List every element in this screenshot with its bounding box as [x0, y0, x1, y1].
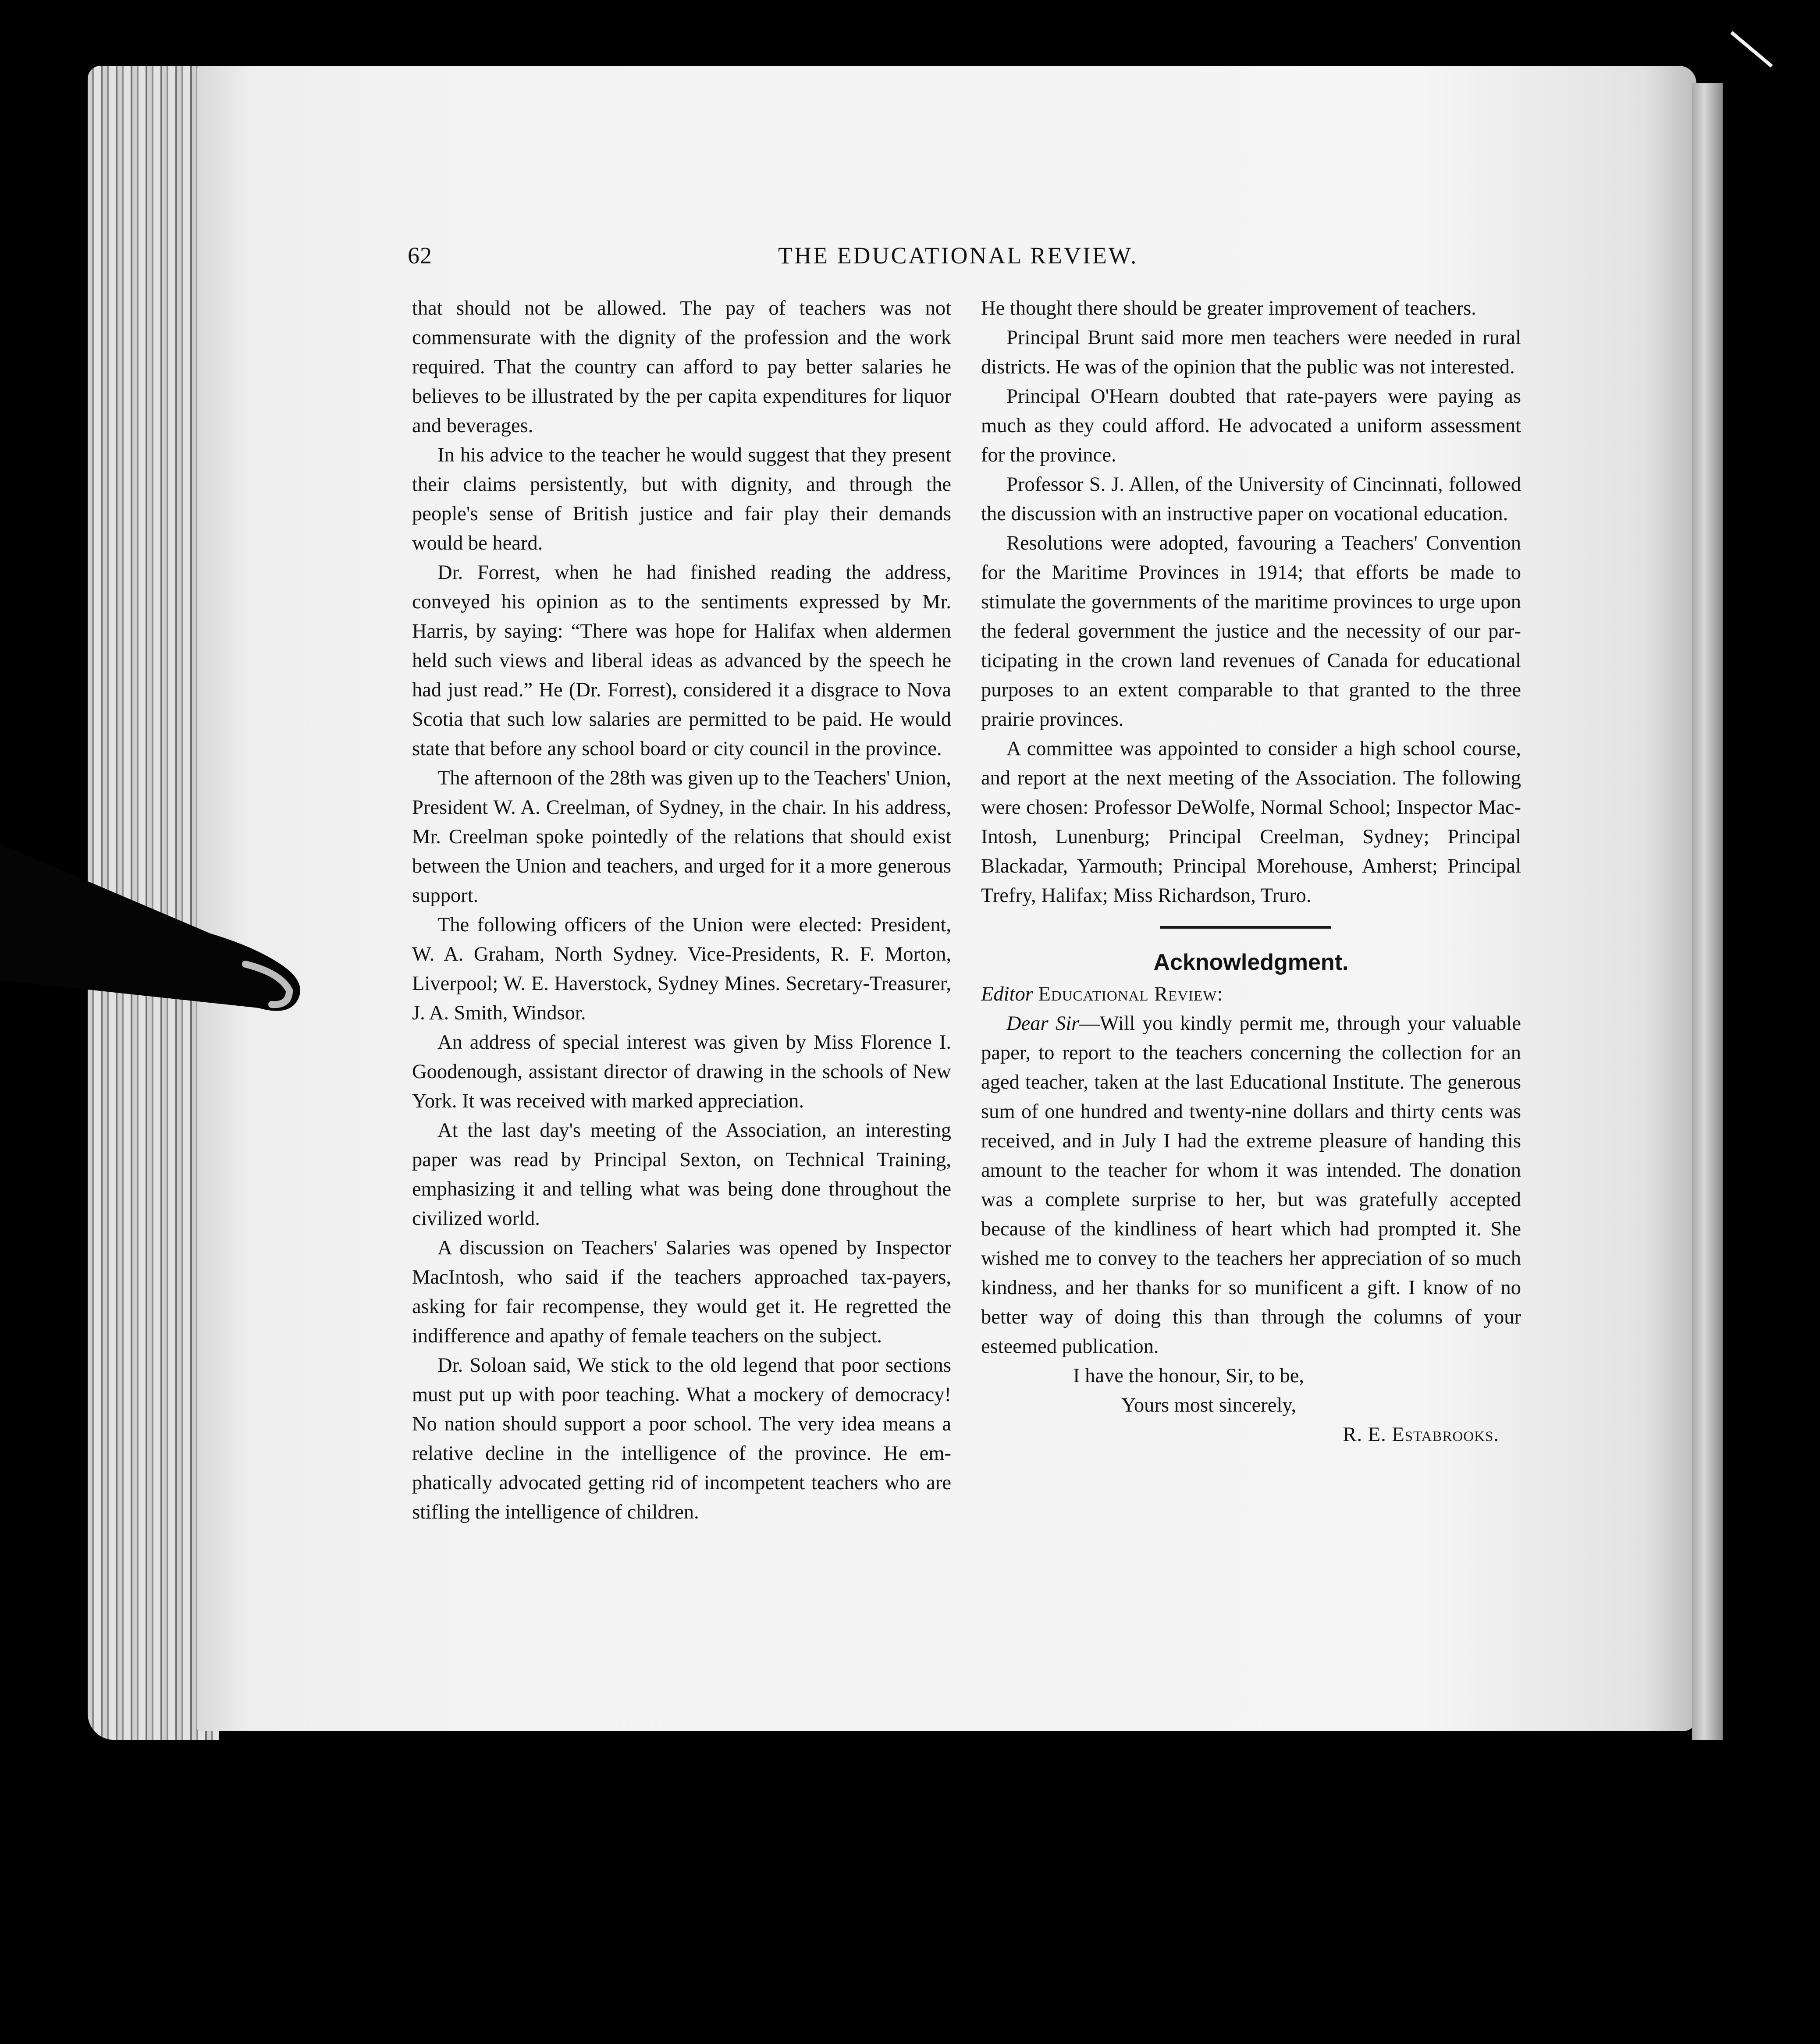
- paragraph: An address of special interest was given by Miss Florence I. Goodenough, assistant director of drawing in the schools of New York. It was received with marked appreciation.: [412, 1031, 951, 1112]
- salutation-name: Educational Review:: [1038, 983, 1223, 1005]
- paragraph: The afternoon of the 28th was given up to the Teachers' Union, President W. A. Creelman, of Sydney, in the chair. In his address, Mr. Creelman spoke pointedly of the relations that should exist between the Union and teachers, and urged for it a more generous support.: [412, 767, 951, 907]
- paragraph: Resolutions were adopted, favouring a Teachers' Convention for the Maritime Provinces in 1914; that efforts be made to stimulate the governments of the maritime provinces to urge upon the federal government the justice and the necessity of our participating in the crown land revenues of Canada for educational purposes to an extent comparable to that granted to the three prairie provinces.: [981, 532, 1521, 731]
- paragraph: A committee was appointed to consider a high school course, and report at the next meeting of the Association. The following were chosen: Professor DeWolfe, Normal School; Inspector MacIntosh, Lunenburg; Principal Creelman, Sydney; Principal Blackadar, Yarmouth; Principal Morehouse, Amherst; Principal Trefry, Halifax; Miss Richardson, Truro.: [981, 738, 1521, 907]
- letter-body-text: —Will you kindly permit me, through your valuable paper, to report to the teachers concerning the collection for an aged teacher, taken at the last Educational Institute. The generous sum of one hundred and twenty-nine dollars and thirty cents was received, and in July I had the extreme pleasure of handing this amount to the teacher for whom it was intended. The donation was a complete surprise to her, but was gratefully accepted because of the kindliness of heart which had prompted it. She wished me to convey to the teachers her appreciation of so much kindness, and her thanks for so munificent a gift. I know of no better way of doing this than through the columns of your esteemed publication.: [981, 1012, 1521, 1358]
- letter-body: [981, 1009, 1521, 1361]
- scanner-corner-mark: [1730, 31, 1773, 67]
- right-column: [981, 294, 1521, 1449]
- salutation: [981, 979, 1521, 1009]
- left-column: [412, 294, 951, 1527]
- signature: R. E. Estabrooks.: [1343, 1423, 1499, 1446]
- paragraph: The following officers of the Union were elected: President, W. A. Graham, North Sydney. Vice-Presidents, R. F. Morton, Liverpool; W. E. Haverstock, Sydney Mines. Secretary-Treasurer, J. A. Smith, Windsor.: [412, 914, 951, 1024]
- paragraph: Dr. Soloan said, We stick to the old legend that poor sections must put up with poor teaching. What a mockery of democracy! No nation should support a poor school. The very idea means a relative decline in the intelligence of the province. He emphatically advocated getting rid of incompetent teachers who are stifling the intelligence of children.: [412, 1354, 951, 1523]
- closing-line: I have the honour, Sir, to be,: [1073, 1365, 1305, 1387]
- facing-page-edge: [1692, 83, 1723, 1740]
- paragraph: A discussion on Teachers' Salaries was opened by Inspector MacIntosh, who said if the teachers approached tax-payers, asking for fair recompense, they would get it. He regretted the indifference and apathy of female teachers on the subject.: [412, 1237, 951, 1347]
- running-title: THE EDUCATIONAL REVIEW.: [778, 242, 1138, 269]
- paragraph: In his advice to the teacher he would suggest that they present their claims persistently, but with dignity, and through the people's sense of British justice and fair play their demands would be heard.: [412, 444, 951, 554]
- section-divider: [1160, 926, 1331, 929]
- paragraph: Dr. Forrest, when he had finished reading the address, conveyed his opinion as to the sentiments expressed by Mr. Harris, by saying: “There was hope for Halifax when aldermen held such views and liberal ideas as advanced by the speech he had just read.” He (Dr. Forrest), considered it a disgrace to Nova Scotia that such low salaries are permitted to be paid. He would state that before any school board or city council in the province.: [412, 561, 951, 760]
- page-number: 62: [408, 242, 432, 269]
- paragraph: that should not be allowed. The pay of teachers was not commensurate with the dignity of the profession and the work required. That the country can afford to pay better salaries he believes to be illustrated by the per capita expenditures for liquor and beverages.: [412, 297, 951, 437]
- paragraph: Principal O'Hearn doubted that rate-payers were paying as much as they could afford. He advocated a uniform assessment for the province.: [981, 385, 1521, 466]
- page-header: [408, 242, 1197, 273]
- paragraph: He thought there should be greater improvement of teachers.: [981, 297, 1476, 319]
- acknowledgment-heading: Acknowledgment.: [1153, 950, 1349, 975]
- closing-line: Yours most sincerely,: [1121, 1394, 1297, 1416]
- paragraph: At the last day's meeting of the Association, an interesting paper was read by Principal Sexton, on Technical Training, emphasizing it and telling what was being done throughout the civilized world.: [412, 1119, 951, 1230]
- letter-greeting: Dear Sir: [1006, 1012, 1080, 1035]
- salutation-prefix: Editor: [981, 983, 1033, 1005]
- page-clip-image: [0, 833, 377, 1026]
- paragraph: Principal Brunt said more men teachers were needed in rural districts. He was of the opinion that the public was not interested.: [981, 326, 1521, 378]
- paragraph: Professor S. J. Allen, of the University of Cincinnati, followed the discussion with an instructive paper on vocational education.: [981, 473, 1521, 525]
